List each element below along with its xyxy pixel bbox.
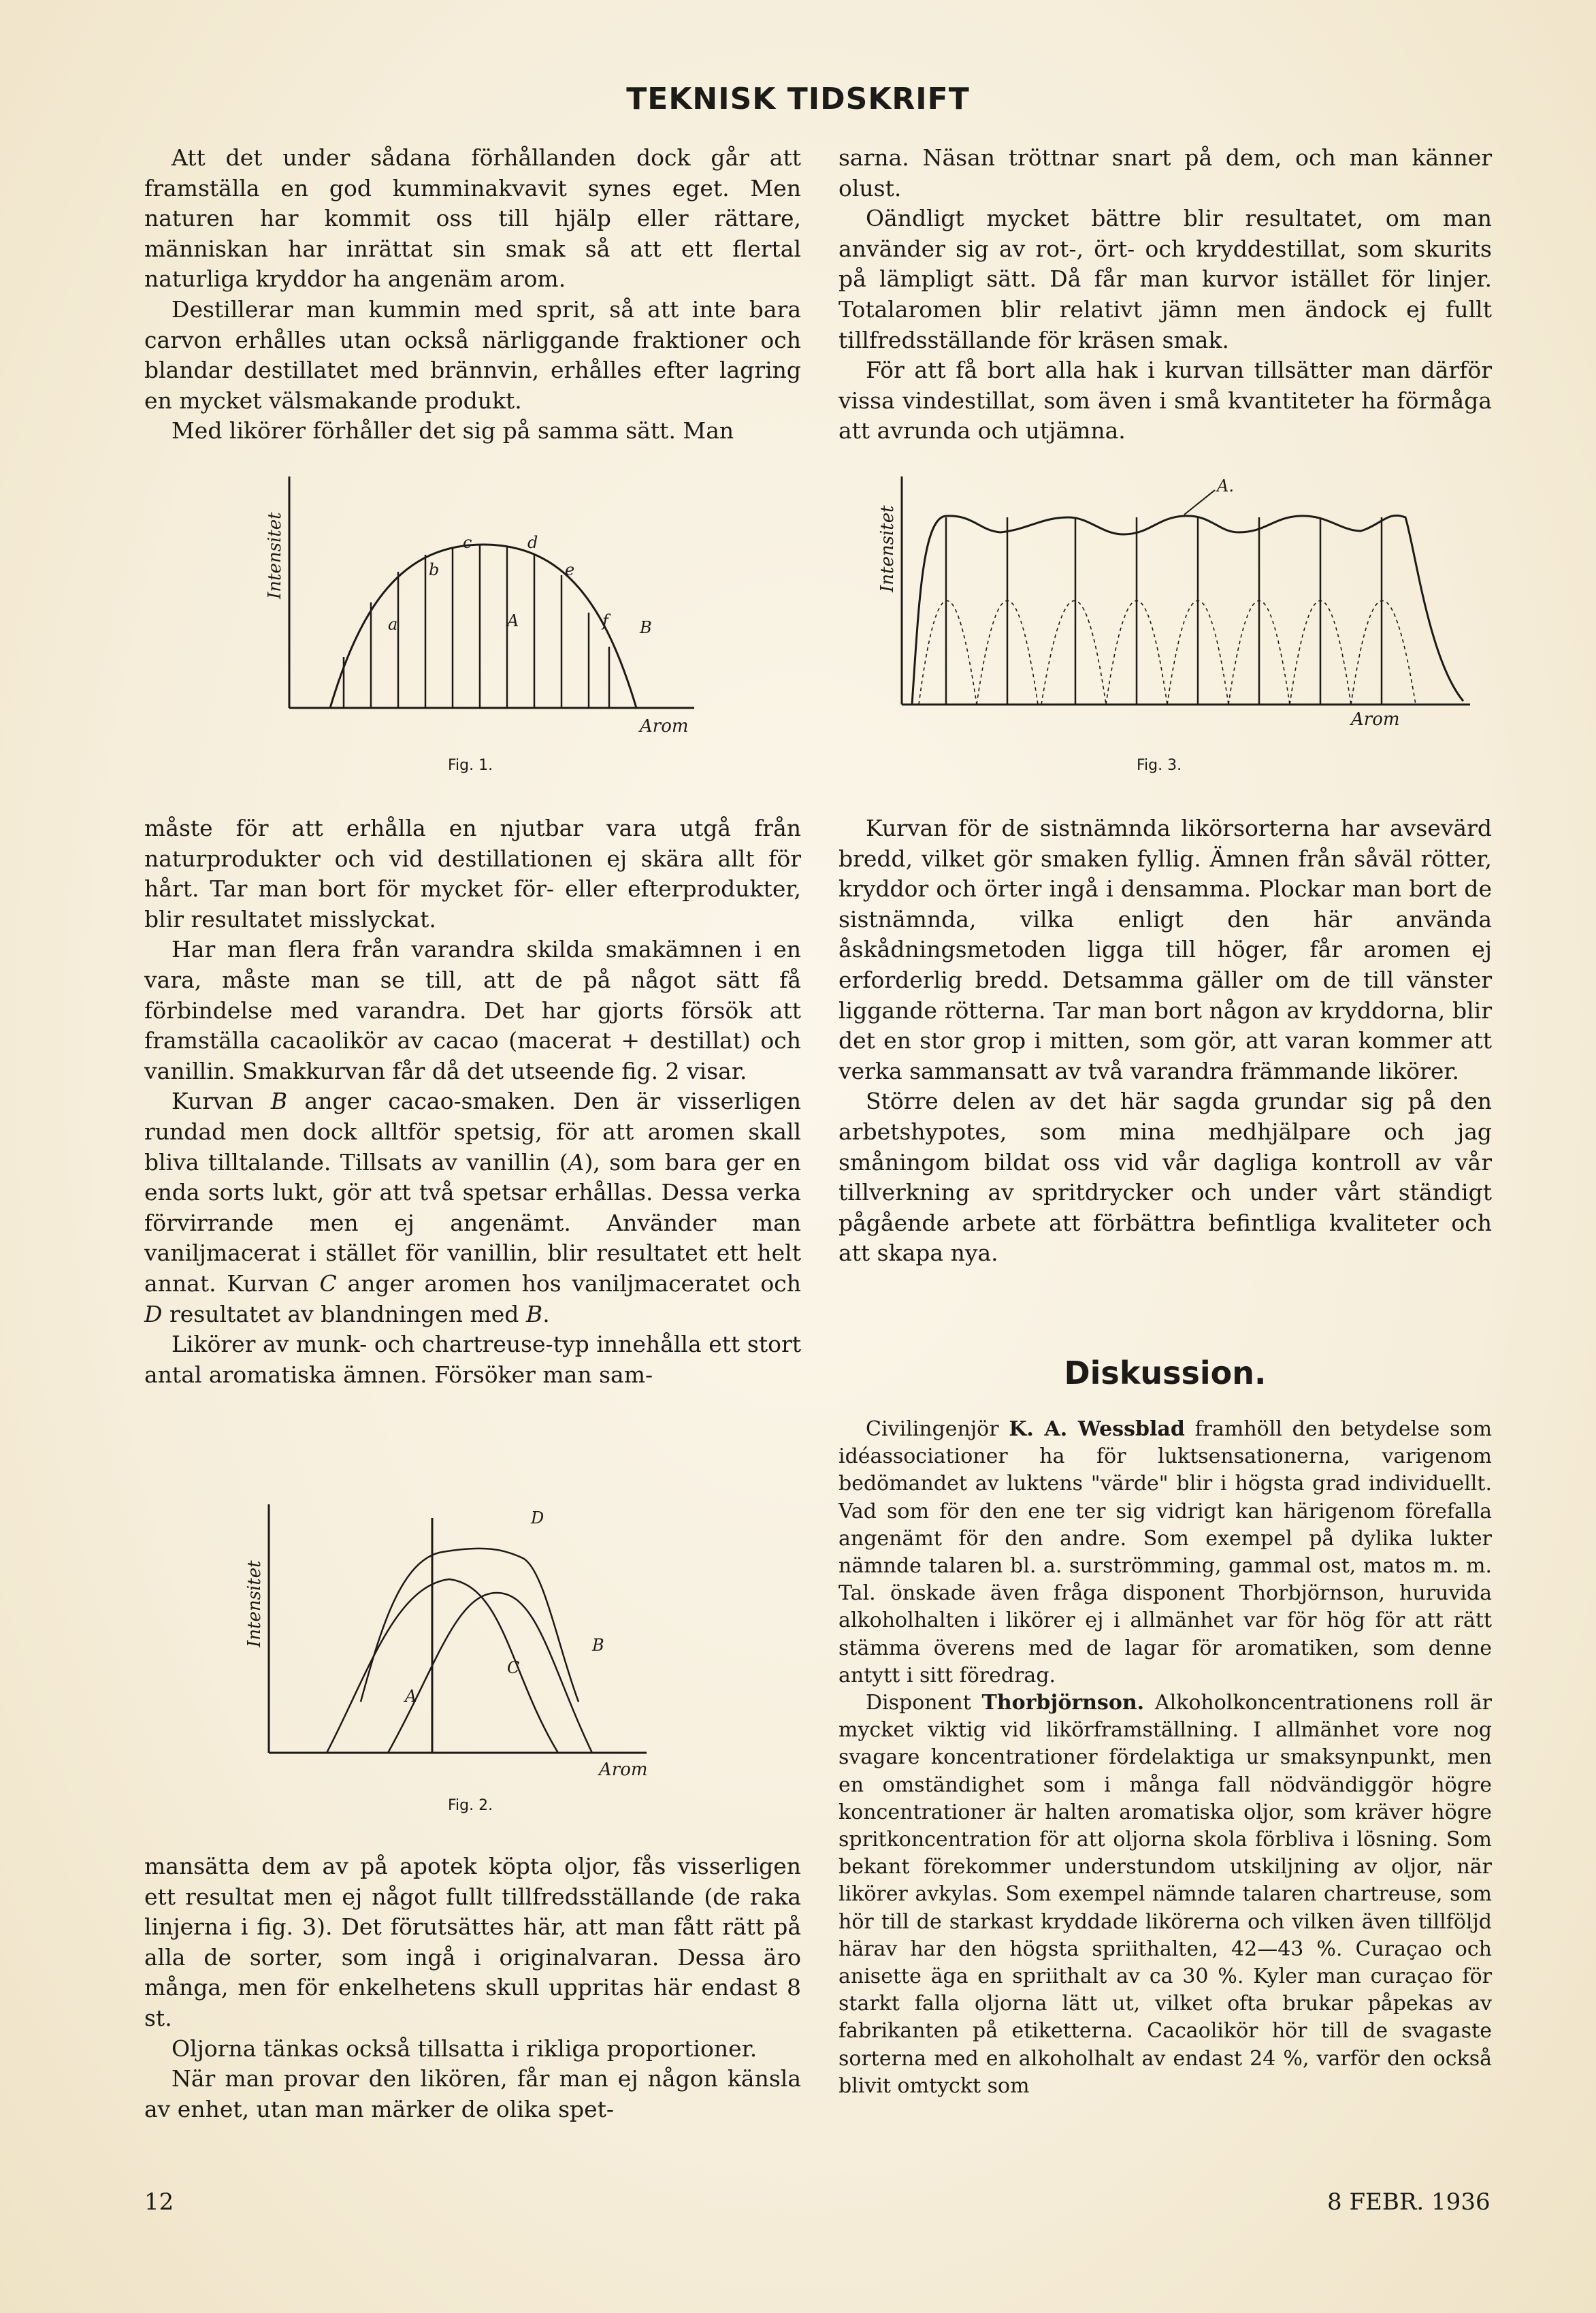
curve-D bbox=[361, 1549, 579, 1702]
paragraph: Disponent Thorbjörnson. Alkoholkoncentrationens roll är mycket viktig vid likörframställning. I allmänhet vore nog svagare koncentrationer fördelaktiga ur smaksynpunkt, men en omständighet som i många fall nödvändiggör högre koncentrationer är halten aromatiska oljor, som kräver högre spritkoncentration för att oljorna skola förbliva i lösning. Som bekant förekommer understundom utskiljning av oljor, när likörer avkylas. Som exempel nämnde talaren chartreuse, som hör till de starkast kryddade likörerna och vilken även tillföljd härav har den högsta spriithalten, 42—43 %. Curaçao och anisette äga en spriithalt av ca 30 %. Kyler man curaçao för starkt falla oljorna lätt ut, vilket ofta brukar påpekas av fabrikanten på etiketterna. Cacaolikör hör till de svagaste sorterna med en alkoholhalt av endast 24 %, varför den också blivit omtyckt som bbox=[838, 1691, 1492, 2098]
paragraph: Har man flera från varandra skilda smakämnen i en vara, måste man se till, att de på något sätt få förbindelse med varandra. Det har gjorts försök att framställa cacaolikör av cacao (macerat + destillat) och vanillin. Smakkurvan får då det utseende fig. 2 visar. bbox=[144, 936, 801, 1084]
left-column-top bbox=[144, 143, 801, 447]
paragraph: Civilingenjör K. A. Wessblad framhöll den betydelse som idéassociationer ha för luktsensationerna, varigenom bedömandet av luktens "värde" blir i högsta grad individuellt. Vad som för den ene ter sig vidrigt kan härigenom förefalla angenämt för den andre. Som exempel på dylika lukter nämnde talaren bl. a. surströmming, gammal ost, matos m. m. Tal. önskade även fråga disponent Thorbjörnson, huruvida alkoholhalten i likörer ej i allmänhet var för hög för att rätt stämma överens med de lagar för aromatiken, som denne antytt i sitt föredrag. bbox=[838, 1417, 1493, 1687]
y-axis-label: Intensitet bbox=[265, 512, 285, 599]
paragraph: Med likörer förhåller det sig på samma sätt. Man bbox=[172, 417, 734, 444]
label-a: a bbox=[388, 615, 398, 634]
curve-B bbox=[388, 1593, 592, 1753]
y-axis-label: Intensitet bbox=[244, 1560, 265, 1647]
journal-header: TEKNISK TIDSKRIFT bbox=[626, 82, 970, 116]
figure-1 bbox=[259, 470, 708, 749]
paragraph: måste för att erhålla en njutbar vara utgå från naturprodukter och vid destillationen ej skära allt för hårt. Tar man bort för mycket för- eller efterprodukter, blir resultatet misslyckat. bbox=[144, 815, 801, 933]
label-D: D bbox=[531, 1508, 544, 1527]
x-axis-label: Arom bbox=[599, 1760, 648, 1780]
total-aroma-curve bbox=[912, 515, 1463, 705]
paragraph: Oljorna tänkas också tillsatta i rikliga proportioner. bbox=[172, 2035, 758, 2062]
discussion-body bbox=[838, 1416, 1492, 2100]
paragraph: När man provar den likören, får man ej någon känsla av enhet, utan man märker de olika spet- bbox=[144, 2065, 801, 2122]
left-column-middle bbox=[144, 813, 801, 1390]
paragraph: Oändligt mycket bättre blir resultatet, om man använder sig av rot-, ört- och kryddestillat, som skurits på lämpligt sätt. Då får man kurvor istället för linjer. Totalaromen blir relativt jämn men ändock ej fullt tillfredsställande för kräsen smak. bbox=[838, 205, 1492, 353]
label-c: c bbox=[463, 533, 472, 552]
right-column-middle bbox=[838, 813, 1492, 1269]
paragraph: sarna. Näsan tröttnar snart på dem, och man känner olust. bbox=[838, 144, 1492, 201]
left-column-bottom bbox=[144, 1851, 801, 2124]
label-d: d bbox=[527, 533, 538, 552]
paragraph: Destillerar man kummin med sprit, så att inte bara carvon erhålles utan också närliggande fraktioner och blandar destillatet med brännvin, erhålles efter lagring en mycket välsmakande produkt. bbox=[144, 295, 801, 414]
paragraph: Kurvan B anger cacao-smaken. Den är visserligen rundad men dock alltför spetsig, för att aromen skall bliva tilltalande. Tillsats av vanillin (A), som bara ger en enda sorts lukt, gör att två spetsar erhållas. Dessa verka förvirrande men ej angenämt. Använder man vaniljmacerat i stället för vanillin, blir resultatet ett helt annat. Kurvan C anger aromen hos vaniljmaceratet och D resultatet av blandningen med B. bbox=[144, 1088, 801, 1327]
y-axis-label: Intensitet bbox=[877, 505, 898, 592]
figure-1-caption: Fig. 1. bbox=[448, 757, 493, 774]
label-A: A bbox=[507, 611, 519, 630]
label-e: e bbox=[565, 560, 575, 579]
label-A: A bbox=[405, 1687, 417, 1706]
label-B: B bbox=[592, 1636, 604, 1655]
paragraph: För att få bort alla hak i kurvan tillsätter man därför vissa vindestillat, som även i små kvantiteter ha förmåga att avrunda och utjämna. bbox=[838, 357, 1492, 444]
label-f: f bbox=[602, 611, 608, 630]
paragraph: Att det under sådana förhållanden dock går att framställa en god kumminakvavit synes eget. Men naturen har kommit oss till hjälp eller rättare, människan har inrättat sin smak så att ett flertal naturliga kryddor ha angenäm arom. bbox=[144, 144, 801, 293]
paragraph: Likörer av munk- och chartreuse-typ innehålla ett stort antal aromatiska ämnen. Försöker man sam- bbox=[144, 1331, 801, 1388]
figure-2-caption: Fig. 2. bbox=[448, 1797, 493, 1814]
discussion-heading: Diskussion. bbox=[1064, 1355, 1267, 1391]
curve-B bbox=[330, 545, 636, 708]
right-column-top bbox=[838, 143, 1492, 447]
paragraph: Kurvan för de sistnämnda likörsorterna har avsevärd bredd, vilket gör smaken fyllig. Ämnen från såväl rötter, kryddor och örter ingå i densamma. Plockar man bort de sistnämnda, vilka enligt den här använda åskådningsmetoden ligga till höger, får aromen ej erforderlig bredd. Detsamma gäller om de till vänster liggande rötterna. Tar man bort någon av kryddorna, blir det en stor grop i mitten, som gör, att varan kommer att verka sammansatt av två varandra främmande likörer. bbox=[838, 815, 1492, 1084]
paragraph: mansätta dem av på apotek köpta oljor, fås visserligen ett resultat men ej något fullt tillfredsställande (de raka linjerna i fig. 3). Det förutsättes här, att man fått rätt på alla de sorter, som ingå i originalvaran. Dessa äro många, men för enkelhetens skull uppritas här endast 8 st. bbox=[144, 1853, 801, 2031]
label-b: b bbox=[429, 560, 440, 579]
issue-date: 8 FEBR. 1936 bbox=[1327, 2188, 1491, 2216]
figure-3-caption: Fig. 3. bbox=[1137, 757, 1182, 774]
paragraph: Större delen av det här sagda grundar sig på den arbetshypotes, som mina medhjälpare och jag småningom bildat oss vid vår dagliga kontroll av vår tillverkning av spritdrycker och under vårt ständigt pågående arbete att förbättra befintliga kvaliteter och att skapa nya. bbox=[838, 1088, 1492, 1267]
x-axis-label: Arom bbox=[1351, 709, 1400, 730]
page-number: 12 bbox=[144, 2188, 174, 2216]
figure-3 bbox=[871, 470, 1484, 749]
x-axis-label: Arom bbox=[640, 716, 689, 737]
label-B: B bbox=[640, 618, 652, 637]
label-A: A. bbox=[1217, 476, 1234, 496]
label-C: C bbox=[507, 1658, 520, 1677]
figure-2 bbox=[238, 1498, 660, 1783]
